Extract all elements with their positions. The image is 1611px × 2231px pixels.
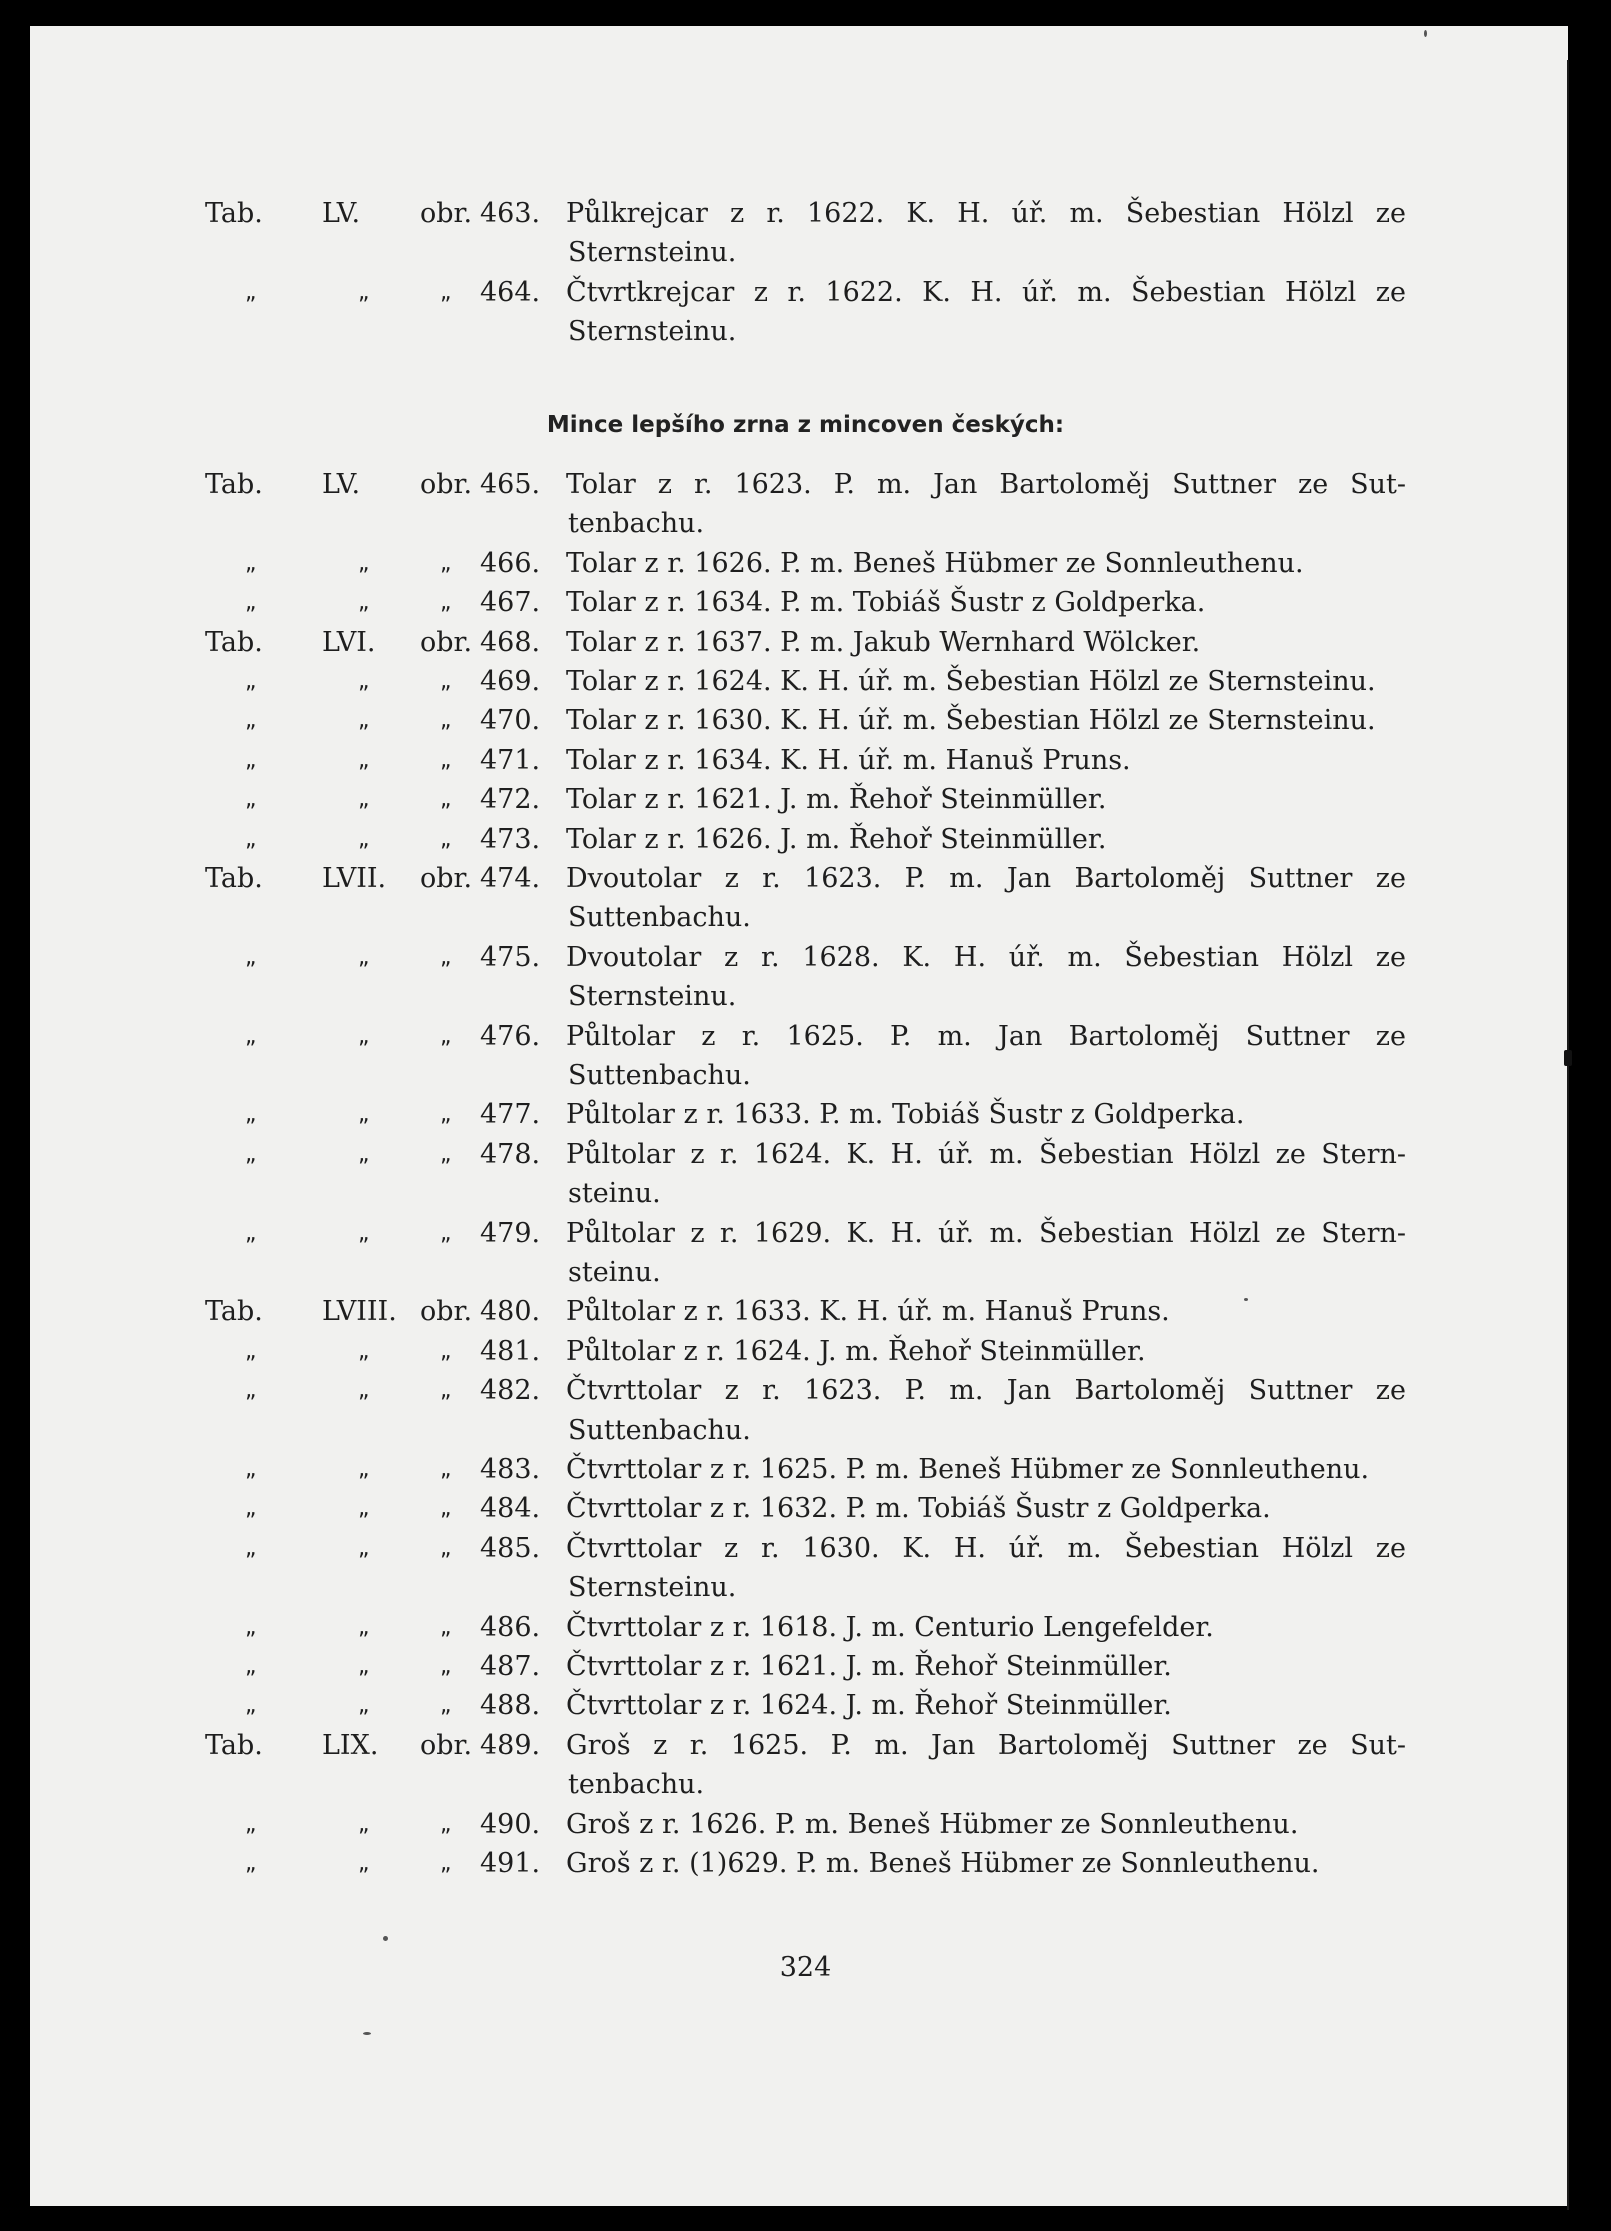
plate-number: LV. (322, 198, 361, 229)
figure-number: 481. (480, 1335, 541, 1367)
plate-number: „ (358, 669, 370, 694)
entry-row (0, 1020, 1611, 1054)
figure-number: 480. (480, 1296, 541, 1328)
tab-label: Tab. (205, 863, 263, 894)
tab-label: Tab. (205, 1729, 263, 1761)
tab-label: „ (245, 1811, 257, 1837)
figure-label: „ (440, 1220, 452, 1246)
figure-number: 464. (480, 276, 541, 308)
figure-label: „ (440, 1614, 452, 1640)
figure-number: 490. (480, 1808, 541, 1840)
entry-row (0, 1453, 1611, 1487)
figure-label: obr. (420, 1296, 473, 1328)
coin-description: Tolar z r. 1634. P. m. Tobiáš Šustr z Goldperka. (566, 587, 1206, 619)
figure-number: 468. (480, 626, 541, 658)
coin-description: Dvoutolar z r. 1623. P. m. Jan Bartoloměj Suttner ze (566, 863, 1406, 894)
figure-number: 476. (480, 1020, 541, 1052)
figure-label: „ (440, 826, 452, 852)
entry-row (0, 1295, 1611, 1329)
entry-row (0, 1847, 1611, 1881)
plate-number: „ (358, 1338, 370, 1364)
tab-label: „ (245, 1457, 257, 1482)
plate-number: „ (358, 787, 370, 813)
entry-row (0, 197, 1611, 231)
coin-description: Čtvrttolar z r. 1624. J. m. Řehoř Steinmüller. (566, 1690, 1172, 1722)
entry-row (0, 704, 1611, 738)
plate-number: „ (358, 1457, 370, 1482)
coin-description-continued: steinu. (568, 1257, 661, 1288)
plate-number: „ (358, 550, 370, 576)
figure-label: „ (440, 1023, 452, 1049)
plate-number: „ (358, 279, 370, 305)
coin-description-continued: Sternsteinu. (568, 316, 737, 348)
coin-description: Čtvrttolar z r. 1618. J. m. Centurio Lengefelder. (566, 1611, 1214, 1643)
tab-label: „ (245, 1378, 257, 1404)
coin-description: Tolar z r. 1623. P. m. Jan Bartoloměj Suttner ze Sut- (566, 469, 1406, 500)
coin-description: Tolar z r. 1634. K. H. úř. m. Hanuš Pruns. (566, 744, 1131, 776)
entry-row (0, 1335, 1611, 1369)
entry-row (0, 276, 1611, 310)
coin-description: Groš z r. 1625. P. m. Jan Bartoloměj Suttner ze Sut- (566, 1729, 1406, 1761)
figure-number: 466. (480, 547, 541, 579)
tab-label: Tab. (205, 469, 263, 500)
tab-label: Tab. (205, 1296, 263, 1328)
coin-description-continued: Sternsteinu. (568, 1572, 737, 1604)
figure-label: obr. (420, 626, 473, 658)
tab-label: „ (245, 279, 257, 305)
figure-label: „ (440, 787, 452, 813)
coin-description-continued: Suttenbachu. (568, 1414, 751, 1446)
figure-number: 463. (480, 198, 541, 229)
coin-description-continued: tenbachu. (568, 1769, 705, 1801)
entry-row (0, 1808, 1611, 1842)
figure-label: „ (440, 1496, 452, 1522)
print-speck (1424, 30, 1427, 37)
coin-description: Čtvrtkrejcar z r. 1622. K. H. úř. m. Šebestian Hölzl ze (566, 276, 1406, 308)
entry-row (0, 1098, 1611, 1132)
entry-row (0, 862, 1611, 896)
tab-label: „ (245, 669, 257, 694)
figure-label: obr. (420, 469, 473, 500)
entry-row (0, 586, 1611, 620)
plate-number: „ (358, 1811, 370, 1837)
coin-description: Půltolar z r. 1624. K. H. úř. m. Šebestian Hölzl ze Stern- (566, 1138, 1406, 1170)
figure-label: „ (440, 1338, 452, 1364)
entry-row (0, 1374, 1611, 1408)
entry-row (0, 1611, 1611, 1645)
print-speck (1244, 1298, 1248, 1301)
figure-number: 474. (480, 863, 541, 894)
entry-row (0, 1650, 1611, 1684)
tab-label: „ (245, 1693, 257, 1719)
page-number: 324 (779, 1952, 832, 1983)
coin-description-continued: Suttenbachu. (568, 1060, 751, 1091)
coin-description: Čtvrttolar z r. 1623. P. m. Jan Bartoloměj Suttner ze (566, 1375, 1406, 1407)
figure-label: „ (440, 1654, 452, 1679)
plate-number: „ (358, 1535, 370, 1561)
tab-label: „ (245, 1851, 257, 1876)
plate-number: „ (358, 1023, 370, 1049)
print-speck (363, 2032, 371, 2035)
coin-description-continued: Sternsteinu. (568, 237, 737, 269)
figure-label: „ (440, 550, 452, 576)
coin-description-continued: tenbachu. (568, 508, 705, 540)
coin-description: Půltolar z r. 1633. K. H. úř. m. Hanuš Pruns. (566, 1296, 1170, 1328)
print-speck (383, 1936, 388, 1941)
tab-label: „ (245, 550, 257, 576)
section-heading: Mince lepšího zrna z mincoven českých: (546, 412, 1065, 438)
figure-number: 478. (480, 1138, 541, 1170)
coin-description: Tolar z r. 1626. J. m. Řehoř Steinmüller. (566, 823, 1107, 855)
figure-label: obr. (420, 198, 473, 229)
coin-description: Čtvrttolar z r. 1621. J. m. Řehoř Steinmüller. (566, 1651, 1172, 1682)
plate-number: „ (358, 1614, 370, 1640)
figure-label: „ (440, 747, 452, 773)
tab-label: Tab. (205, 626, 263, 658)
figure-label: obr. (420, 863, 473, 894)
plate-number: „ (358, 747, 370, 773)
plate-number: LIX. (322, 1729, 379, 1761)
entry-row (0, 1138, 1611, 1172)
tab-label: „ (245, 1338, 257, 1364)
entry-row (0, 1492, 1611, 1526)
tab-label: „ (245, 1496, 257, 1522)
entry-row (0, 1217, 1611, 1251)
figure-number: 491. (480, 1848, 541, 1879)
figure-number: 471. (480, 744, 541, 776)
coin-description: Půltolar z r. 1629. K. H. úř. m. Šebestian Hölzl ze Stern- (566, 1217, 1406, 1249)
plate-number: „ (358, 826, 370, 852)
plate-number: LVIII. (322, 1296, 397, 1328)
coin-description: Tolar z r. 1621. J. m. Řehoř Steinmüller. (566, 784, 1107, 816)
plate-number: „ (358, 1851, 370, 1876)
plate-number: „ (358, 1654, 370, 1679)
figure-label: „ (440, 1457, 452, 1482)
entry-row (0, 744, 1611, 778)
tab-label: „ (245, 944, 257, 970)
figure-number: 489. (480, 1729, 541, 1761)
figure-label: „ (440, 1851, 452, 1876)
coin-description: Groš z r. (1)629. P. m. Beneš Hübmer ze Sonnleuthenu. (566, 1848, 1320, 1879)
coin-description: Tolar z r. 1624. K. H. úř. m. Šebestian Hölzl ze Sternsteinu. (566, 666, 1376, 697)
entry-row (0, 783, 1611, 817)
figure-label: obr. (420, 1729, 473, 1761)
coin-description: Tolar z r. 1630. K. H. úř. m. Šebestian Hölzl ze Sternsteinu. (566, 705, 1376, 737)
coin-description: Tolar z r. 1626. P. m. Beneš Hübmer ze Sonnleuthenu. (566, 547, 1304, 579)
entry-row (0, 941, 1611, 975)
figure-number: 484. (480, 1493, 541, 1525)
tab-label: „ (245, 708, 257, 734)
coin-description: Dvoutolar z r. 1628. K. H. úř. m. Šebestian Hölzl ze (566, 941, 1406, 973)
plate-number: LV. (322, 469, 361, 500)
entry-row (0, 468, 1611, 502)
figure-number: 487. (480, 1651, 541, 1682)
page-edge (1567, 60, 1569, 2210)
entry-row (0, 1729, 1611, 1763)
figure-label: „ (440, 944, 452, 970)
tab-label: „ (245, 826, 257, 852)
figure-number: 475. (480, 941, 541, 973)
coin-description: Čtvrttolar z r. 1630. K. H. úř. m. Šebestian Hölzl ze (566, 1532, 1406, 1564)
figure-label: „ (440, 279, 452, 305)
plate-number: LVII. (322, 863, 387, 894)
figure-number: 483. (480, 1454, 541, 1485)
figure-number: 477. (480, 1099, 541, 1131)
plate-number: „ (358, 708, 370, 734)
coin-description: Čtvrttolar z r. 1632. P. m. Tobiáš Šustr z Goldperka. (566, 1493, 1271, 1525)
tab-label: „ (245, 1102, 257, 1128)
plate-number: „ (358, 1102, 370, 1128)
plate-number: „ (358, 944, 370, 970)
figure-label: „ (440, 1141, 452, 1167)
entry-row (0, 547, 1611, 581)
plate-number: „ (358, 1378, 370, 1404)
plate-number: „ (358, 590, 370, 616)
coin-description-continued: Suttenbachu. (568, 902, 751, 934)
coin-description: Čtvrttolar z r. 1625. P. m. Beneš Hübmer ze Sonnleuthenu. (566, 1454, 1370, 1485)
entry-row (0, 626, 1611, 660)
entry-row (0, 665, 1611, 699)
coin-description: Půltolar z r. 1624. J. m. Řehoř Steinmüller. (566, 1335, 1146, 1367)
tab-label: Tab. (205, 198, 263, 229)
figure-label: „ (440, 1378, 452, 1404)
figure-number: 465. (480, 469, 541, 500)
tab-label: „ (245, 1614, 257, 1640)
plate-number: „ (358, 1220, 370, 1246)
figure-number: 486. (480, 1611, 541, 1643)
figure-number: 482. (480, 1375, 541, 1407)
figure-label: „ (440, 669, 452, 694)
tab-label: „ (245, 1023, 257, 1049)
figure-label: „ (440, 708, 452, 734)
figure-number: 470. (480, 705, 541, 737)
plate-number: LVI. (322, 626, 376, 658)
figure-number: 473. (480, 823, 541, 855)
plate-number: „ (358, 1693, 370, 1719)
coin-description-continued: steinu. (568, 1178, 661, 1210)
figure-number: 472. (480, 784, 541, 816)
plate-number: „ (358, 1141, 370, 1167)
coin-description: Půltolar z r. 1625. P. m. Jan Bartoloměj Suttner ze (566, 1020, 1406, 1052)
figure-number: 485. (480, 1532, 541, 1564)
figure-number: 479. (480, 1217, 541, 1249)
figure-label: „ (440, 1535, 452, 1561)
tab-label: „ (245, 1220, 257, 1246)
coin-description: Tolar z r. 1637. P. m. Jakub Wernhard Wölcker. (566, 626, 1201, 658)
figure-number: 467. (480, 587, 541, 619)
tab-label: „ (245, 1535, 257, 1561)
tab-label: „ (245, 1141, 257, 1167)
tab-label: „ (245, 787, 257, 813)
figure-label: „ (440, 1693, 452, 1719)
tab-label: „ (245, 590, 257, 616)
plate-number: „ (358, 1496, 370, 1522)
tab-label: „ (245, 747, 257, 773)
figure-number: 469. (480, 666, 541, 697)
entry-row (0, 1532, 1611, 1566)
coin-description-continued: Sternsteinu. (568, 981, 737, 1013)
figure-label: „ (440, 590, 452, 616)
figure-label: „ (440, 1102, 452, 1128)
figure-number: 488. (480, 1690, 541, 1722)
entry-row (0, 823, 1611, 857)
coin-description: Půltolar z r. 1633. P. m. Tobiáš Šustr z Goldperka. (566, 1099, 1245, 1131)
coin-description: Groš z r. 1626. P. m. Beneš Hübmer ze Sonnleuthenu. (566, 1808, 1299, 1840)
entry-row (0, 1689, 1611, 1723)
coin-description: Půlkrejcar z r. 1622. K. H. úř. m. Šebestian Hölzl ze (566, 198, 1406, 229)
tab-label: „ (245, 1654, 257, 1679)
figure-label: „ (440, 1811, 452, 1837)
